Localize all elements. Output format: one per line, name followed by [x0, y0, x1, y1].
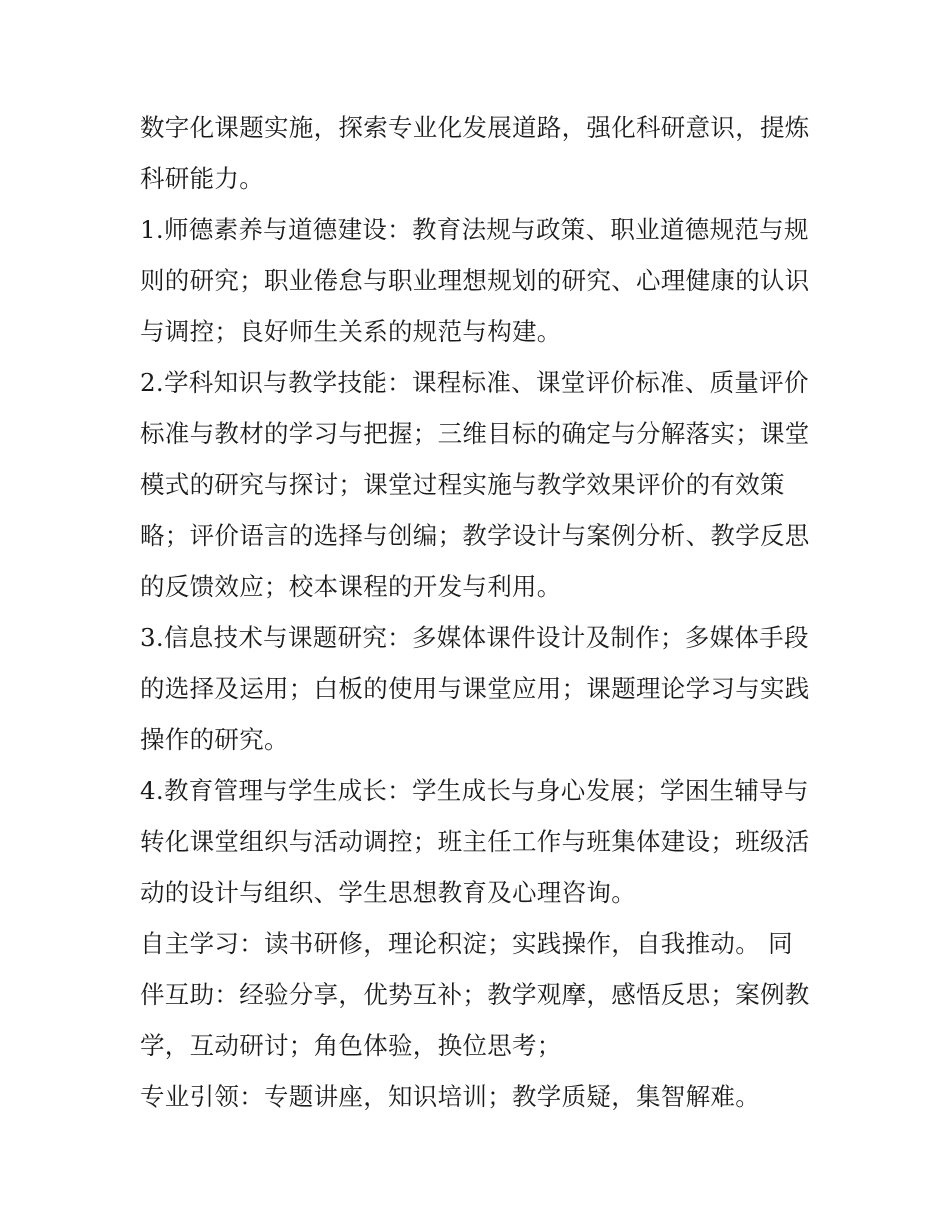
document-body: [140, 102, 820, 1122]
paragraph-item-4: [140, 765, 820, 918]
text-line: 学，互动研讨；角色体验，换位思考；: [140, 1031, 562, 1060]
paragraph-item-2: [140, 357, 820, 612]
paragraph-self-study: [140, 918, 820, 1071]
text-line: 1.师德素养与道德建设：教育法规与政策、职业道德规范与规: [140, 215, 809, 244]
paragraph-intro: [140, 102, 820, 204]
paragraph-item-1: [140, 204, 820, 357]
text-line: 2.学科知识与教学技能：课程标准、课堂评价标准、质量评价: [140, 368, 809, 397]
text-line: 自主学习：读书研修，理论积淀；实践操作，自我推动。 同: [140, 929, 793, 958]
text-line: 的选择及运用；白板的使用与课堂应用；课题理论学习与实践: [140, 674, 810, 703]
text-line: 动的设计与组织、学生思想教育及心理咨询。: [140, 878, 636, 907]
paragraph-professional-guidance: [140, 1071, 820, 1122]
text-line: 3.信息技术与课题研究：多媒体课件设计及制作；多媒体手段: [140, 623, 809, 652]
text-line: 模式的研究与探讨；课堂过程实施与教学效果评价的有效策: [140, 470, 785, 499]
text-line: 转化课堂组织与活动调控；班主任工作与班集体建设；班级活: [140, 827, 810, 856]
text-line: 操作的研究。: [140, 725, 289, 754]
text-line: 的反馈效应；校本课程的开发与利用。: [140, 572, 562, 601]
text-line: 标准与教材的学习与把握；三维目标的确定与分解落实；课堂: [140, 419, 810, 448]
text-line: 伴互助：经验分享，优势互补；教学观摩，感悟反思；案例教: [140, 980, 810, 1009]
text-line: 则的研究；职业倦怠与职业理想规划的研究、心理健康的认识: [140, 266, 810, 295]
text-line: 科研能力。: [140, 164, 264, 193]
text-line: 数字化课题实施，探索专业化发展道路，强化科研意识，提炼: [140, 113, 810, 142]
text-line: 与调控；良好师生关系的规范与构建。: [140, 317, 562, 346]
text-line: 略；评价语言的选择与创编；教学设计与案例分析、教学反思: [140, 521, 810, 550]
text-line: 专业引领：专题讲座，知识培训；教学质疑，集智解难。: [140, 1082, 760, 1111]
text-line: 4.教育管理与学生成长：学生成长与身心发展；学困生辅导与: [140, 776, 809, 805]
paragraph-item-3: [140, 612, 820, 765]
